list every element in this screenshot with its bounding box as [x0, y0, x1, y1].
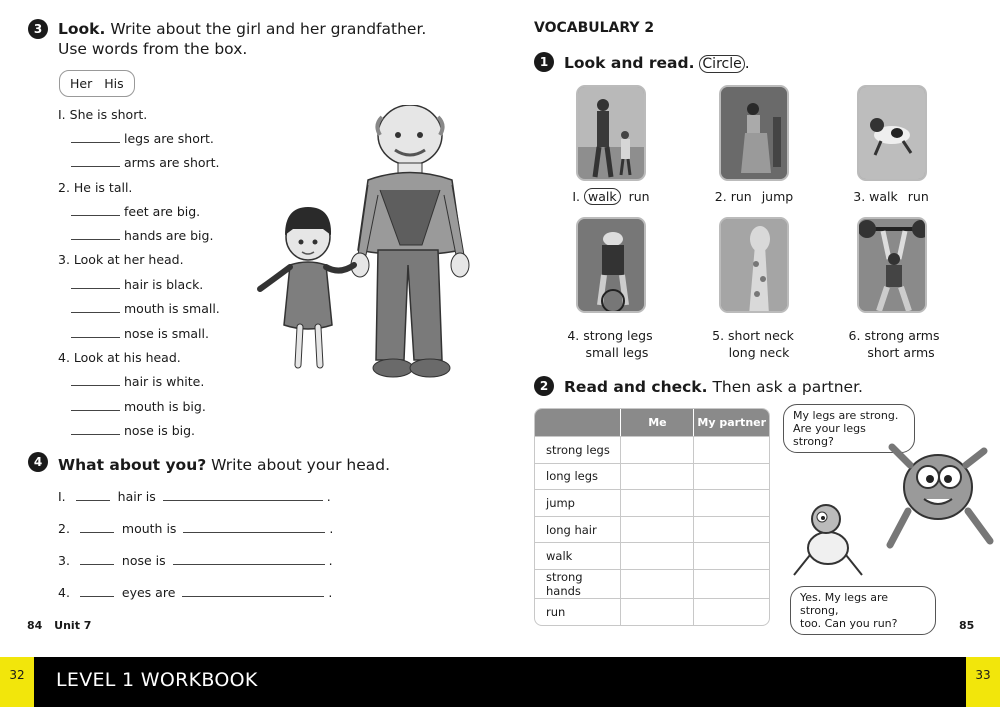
- option-small-legs[interactable]: small legs: [585, 345, 649, 360]
- check-cell-me[interactable]: [620, 598, 693, 625]
- answer-blank[interactable]: [76, 490, 110, 501]
- weightlifter-photo-icon: [859, 219, 927, 313]
- option-walk-circled[interactable]: walk: [584, 188, 621, 205]
- answer-blank[interactable]: [71, 156, 120, 167]
- answer-blank[interactable]: [163, 490, 323, 501]
- option-run[interactable]: run: [628, 189, 650, 204]
- ex3-line-text: hands are big.: [124, 228, 214, 243]
- caption-5: [698, 327, 808, 361]
- exercise-3-title-line2: Use words from the box.: [58, 40, 248, 58]
- ex3-item-2-line-2[interactable]: [71, 228, 213, 244]
- exercise-1-title-bold: Look and read.: [564, 54, 695, 72]
- ex4-item-number: 4.: [58, 585, 70, 600]
- bubble-1-line-1: My legs are strong.: [793, 409, 899, 422]
- ex4-item-2[interactable]: 2. mouth is .: [58, 521, 334, 536]
- sack-race-jump-photo-icon: [721, 87, 789, 181]
- ex4-item-1[interactable]: I. hair is .: [58, 489, 331, 504]
- row-label: jump: [535, 489, 620, 516]
- ex3-item-4-line-3[interactable]: [71, 423, 195, 439]
- exercise-2-title-bold: Read and check.: [564, 378, 708, 396]
- answer-blank[interactable]: [71, 424, 120, 435]
- ex4-item-number: 3.: [58, 553, 70, 568]
- right-page-number: 85: [959, 619, 975, 632]
- ex3-line-text: hair is black.: [124, 277, 204, 292]
- monster-frog-illustration: [880, 425, 1000, 560]
- exercise-4-title-rest: Write about your head.: [211, 456, 391, 474]
- table-header-row: [535, 409, 769, 436]
- exercise-3-number: 3: [28, 19, 48, 39]
- answer-blank[interactable]: [71, 132, 120, 143]
- ex4-item-text: eyes are: [121, 585, 176, 600]
- exercise-4-title-bold: What about you?: [58, 456, 207, 474]
- ex3-item-2-prompt: 2. He is tall.: [58, 180, 133, 195]
- check-table: [534, 408, 770, 626]
- photo-weightlifter: [857, 217, 927, 313]
- caption-1: [556, 188, 666, 205]
- speech-bubble-2: [790, 586, 936, 635]
- ex3-line-text: legs are short.: [124, 131, 214, 146]
- option-short-arms[interactable]: short arms: [867, 345, 935, 360]
- table-row: [535, 463, 769, 490]
- exercise-1-number: 1: [534, 52, 554, 72]
- answer-blank[interactable]: [71, 327, 120, 338]
- answer-blank[interactable]: [80, 586, 114, 597]
- walking-family-photo-icon: [578, 87, 646, 181]
- small-frog-illustration: [788, 493, 868, 581]
- check-cell-partner[interactable]: [693, 436, 769, 463]
- check-cell-partner[interactable]: [693, 489, 769, 516]
- check-cell-partner[interactable]: [693, 569, 769, 598]
- option-run[interactable]: run: [907, 189, 929, 204]
- row-label: strong legs: [535, 436, 620, 463]
- ex3-item-4-prompt: 4. Look at his head.: [58, 350, 181, 365]
- ex3-line-text: mouth is small.: [124, 301, 220, 316]
- exercise-3-title-rest: Write about the girl and her grandfather.: [110, 20, 427, 38]
- caption-6: [839, 327, 949, 361]
- ex3-item-4-line-1[interactable]: [71, 374, 204, 390]
- ex3-item-1-prompt: I. She is short.: [58, 107, 148, 122]
- ex3-line-text: mouth is big.: [124, 399, 206, 414]
- answer-blank[interactable]: [173, 554, 325, 565]
- header-blank: [535, 409, 620, 436]
- exercise-2-title-rest: Then ask a partner.: [712, 378, 863, 396]
- answer-blank[interactable]: [71, 278, 120, 289]
- table-row: [535, 436, 769, 463]
- check-cell-me[interactable]: [620, 569, 693, 598]
- exercise-2-number: 2: [534, 376, 554, 396]
- row-label: long legs: [535, 463, 620, 490]
- ex3-line-text: hair is white.: [124, 374, 205, 389]
- unit-label: Unit 7: [54, 619, 92, 632]
- girl-and-grandfather-illustration: [250, 105, 480, 385]
- exercise-4-number: 4: [28, 452, 48, 472]
- section-title: VOCABULARY 2: [534, 20, 655, 36]
- answer-blank[interactable]: [182, 586, 324, 597]
- answer-blank[interactable]: [80, 554, 114, 565]
- answer-blank[interactable]: [71, 302, 120, 313]
- ex4-item-4[interactable]: 4. eyes are .: [58, 585, 333, 600]
- option-walk[interactable]: walk: [869, 189, 898, 204]
- option-run[interactable]: run: [730, 189, 752, 204]
- photo-walking-family: [576, 85, 646, 181]
- header-my-partner: My partner: [693, 409, 769, 436]
- exercise-3-title-bold: Look.: [58, 20, 106, 38]
- word-box-her: Her: [70, 76, 93, 91]
- caption-3: [836, 188, 946, 205]
- ex4-item-text: mouth is: [121, 521, 177, 536]
- answer-blank[interactable]: [71, 229, 120, 240]
- left-tab: 32: [0, 657, 34, 707]
- option-long-neck[interactable]: long neck: [728, 345, 790, 360]
- caption-number: I.: [572, 189, 581, 204]
- exercise-2-title: [564, 377, 863, 397]
- table-row: [535, 542, 769, 569]
- page-number: 84: [27, 619, 43, 632]
- ex3-item-4-line-2[interactable]: [71, 399, 206, 415]
- girl-figure: [260, 207, 354, 365]
- ex3-line-text: arms are short.: [124, 155, 220, 170]
- answer-blank[interactable]: [71, 400, 120, 411]
- exercise-3-title: [58, 19, 426, 59]
- circle-word: Circle: [699, 55, 744, 73]
- answer-blank[interactable]: [71, 205, 120, 216]
- caption-number: 3.: [853, 189, 866, 204]
- right-tab: 33: [966, 657, 1000, 707]
- grandfather-figure: [351, 105, 469, 377]
- option-jump[interactable]: jump: [761, 189, 794, 204]
- caption-number: 2.: [714, 189, 727, 204]
- header-me: Me: [620, 409, 693, 436]
- ex3-line-text: nose is small.: [124, 326, 209, 341]
- check-cell-me[interactable]: [620, 489, 693, 516]
- ex3-item-1-line-1[interactable]: [71, 131, 214, 147]
- table-row: [535, 489, 769, 516]
- answer-blank[interactable]: [183, 522, 325, 533]
- check-cell-partner[interactable]: [693, 542, 769, 569]
- row-label: long hair: [535, 516, 620, 543]
- photo-running-dog: [857, 85, 927, 181]
- option-strong-legs[interactable]: strong legs: [583, 328, 653, 343]
- option-strong-arms[interactable]: strong arms: [864, 328, 940, 343]
- table-row: [535, 516, 769, 543]
- answer-blank[interactable]: [71, 375, 120, 386]
- running-dog-photo-icon: [859, 87, 927, 181]
- exercise-1-title: [564, 53, 750, 74]
- left-page-footer: [27, 619, 91, 632]
- caption-number: 4.: [567, 328, 580, 343]
- answer-blank[interactable]: [80, 522, 114, 533]
- word-box: [59, 70, 135, 97]
- photo-sack-race: [719, 85, 789, 181]
- check-cell-me[interactable]: [620, 436, 693, 463]
- row-label: walk: [535, 542, 620, 569]
- photo-giraffe: [719, 217, 789, 313]
- ex4-item-number: 2.: [58, 521, 70, 536]
- ex3-item-3-line-2[interactable]: [71, 301, 220, 317]
- caption-2: [699, 188, 809, 205]
- check-cell-partner[interactable]: [693, 516, 769, 543]
- ex4-item-text: hair is: [117, 489, 156, 504]
- row-label: run: [535, 598, 620, 625]
- check-cell-partner[interactable]: [693, 598, 769, 625]
- word-box-his: His: [104, 76, 124, 91]
- table-row: [535, 569, 769, 598]
- exercise-4-title: [58, 455, 390, 475]
- caption-number: 6.: [848, 328, 861, 343]
- bubble-2-line-2: too. Can you run?: [800, 617, 898, 630]
- exercise-1-title-end: .: [744, 54, 750, 72]
- bubble-1-line-2: Are your legs strong?: [793, 422, 866, 448]
- ex4-item-number: I.: [58, 489, 66, 504]
- check-cell-me[interactable]: [620, 463, 693, 490]
- ex3-line-text: nose is big.: [124, 423, 196, 438]
- ex3-item-3-line-1[interactable]: [71, 277, 203, 293]
- check-cell-partner[interactable]: [693, 463, 769, 490]
- caption-4: [555, 327, 665, 361]
- row-label: strong hands: [535, 569, 620, 598]
- check-cell-me[interactable]: [620, 516, 693, 543]
- ex3-item-3-line-3[interactable]: [71, 326, 209, 342]
- ex4-item-3[interactable]: 3. nose is .: [58, 553, 333, 568]
- ex3-line-text: feet are big.: [124, 204, 201, 219]
- option-short-neck[interactable]: short neck: [728, 328, 794, 343]
- bubble-2-line-1: Yes. My legs are strong,: [800, 591, 889, 617]
- check-cell-me[interactable]: [620, 542, 693, 569]
- giraffe-photo-icon: [721, 219, 789, 313]
- cyclist-photo-icon: [578, 219, 646, 313]
- ex3-item-2-line-1[interactable]: [71, 204, 200, 220]
- caption-number: 5.: [712, 328, 725, 343]
- ex3-item-1-line-2[interactable]: [71, 155, 220, 171]
- footer-title: LEVEL 1 WORKBOOK: [56, 669, 258, 691]
- ex3-item-3-prompt: 3. Look at her head.: [58, 252, 184, 267]
- footer-bar: [0, 657, 1000, 707]
- table-row: [535, 598, 769, 625]
- ex4-item-text: nose is: [121, 553, 166, 568]
- photo-cyclist: [576, 217, 646, 313]
